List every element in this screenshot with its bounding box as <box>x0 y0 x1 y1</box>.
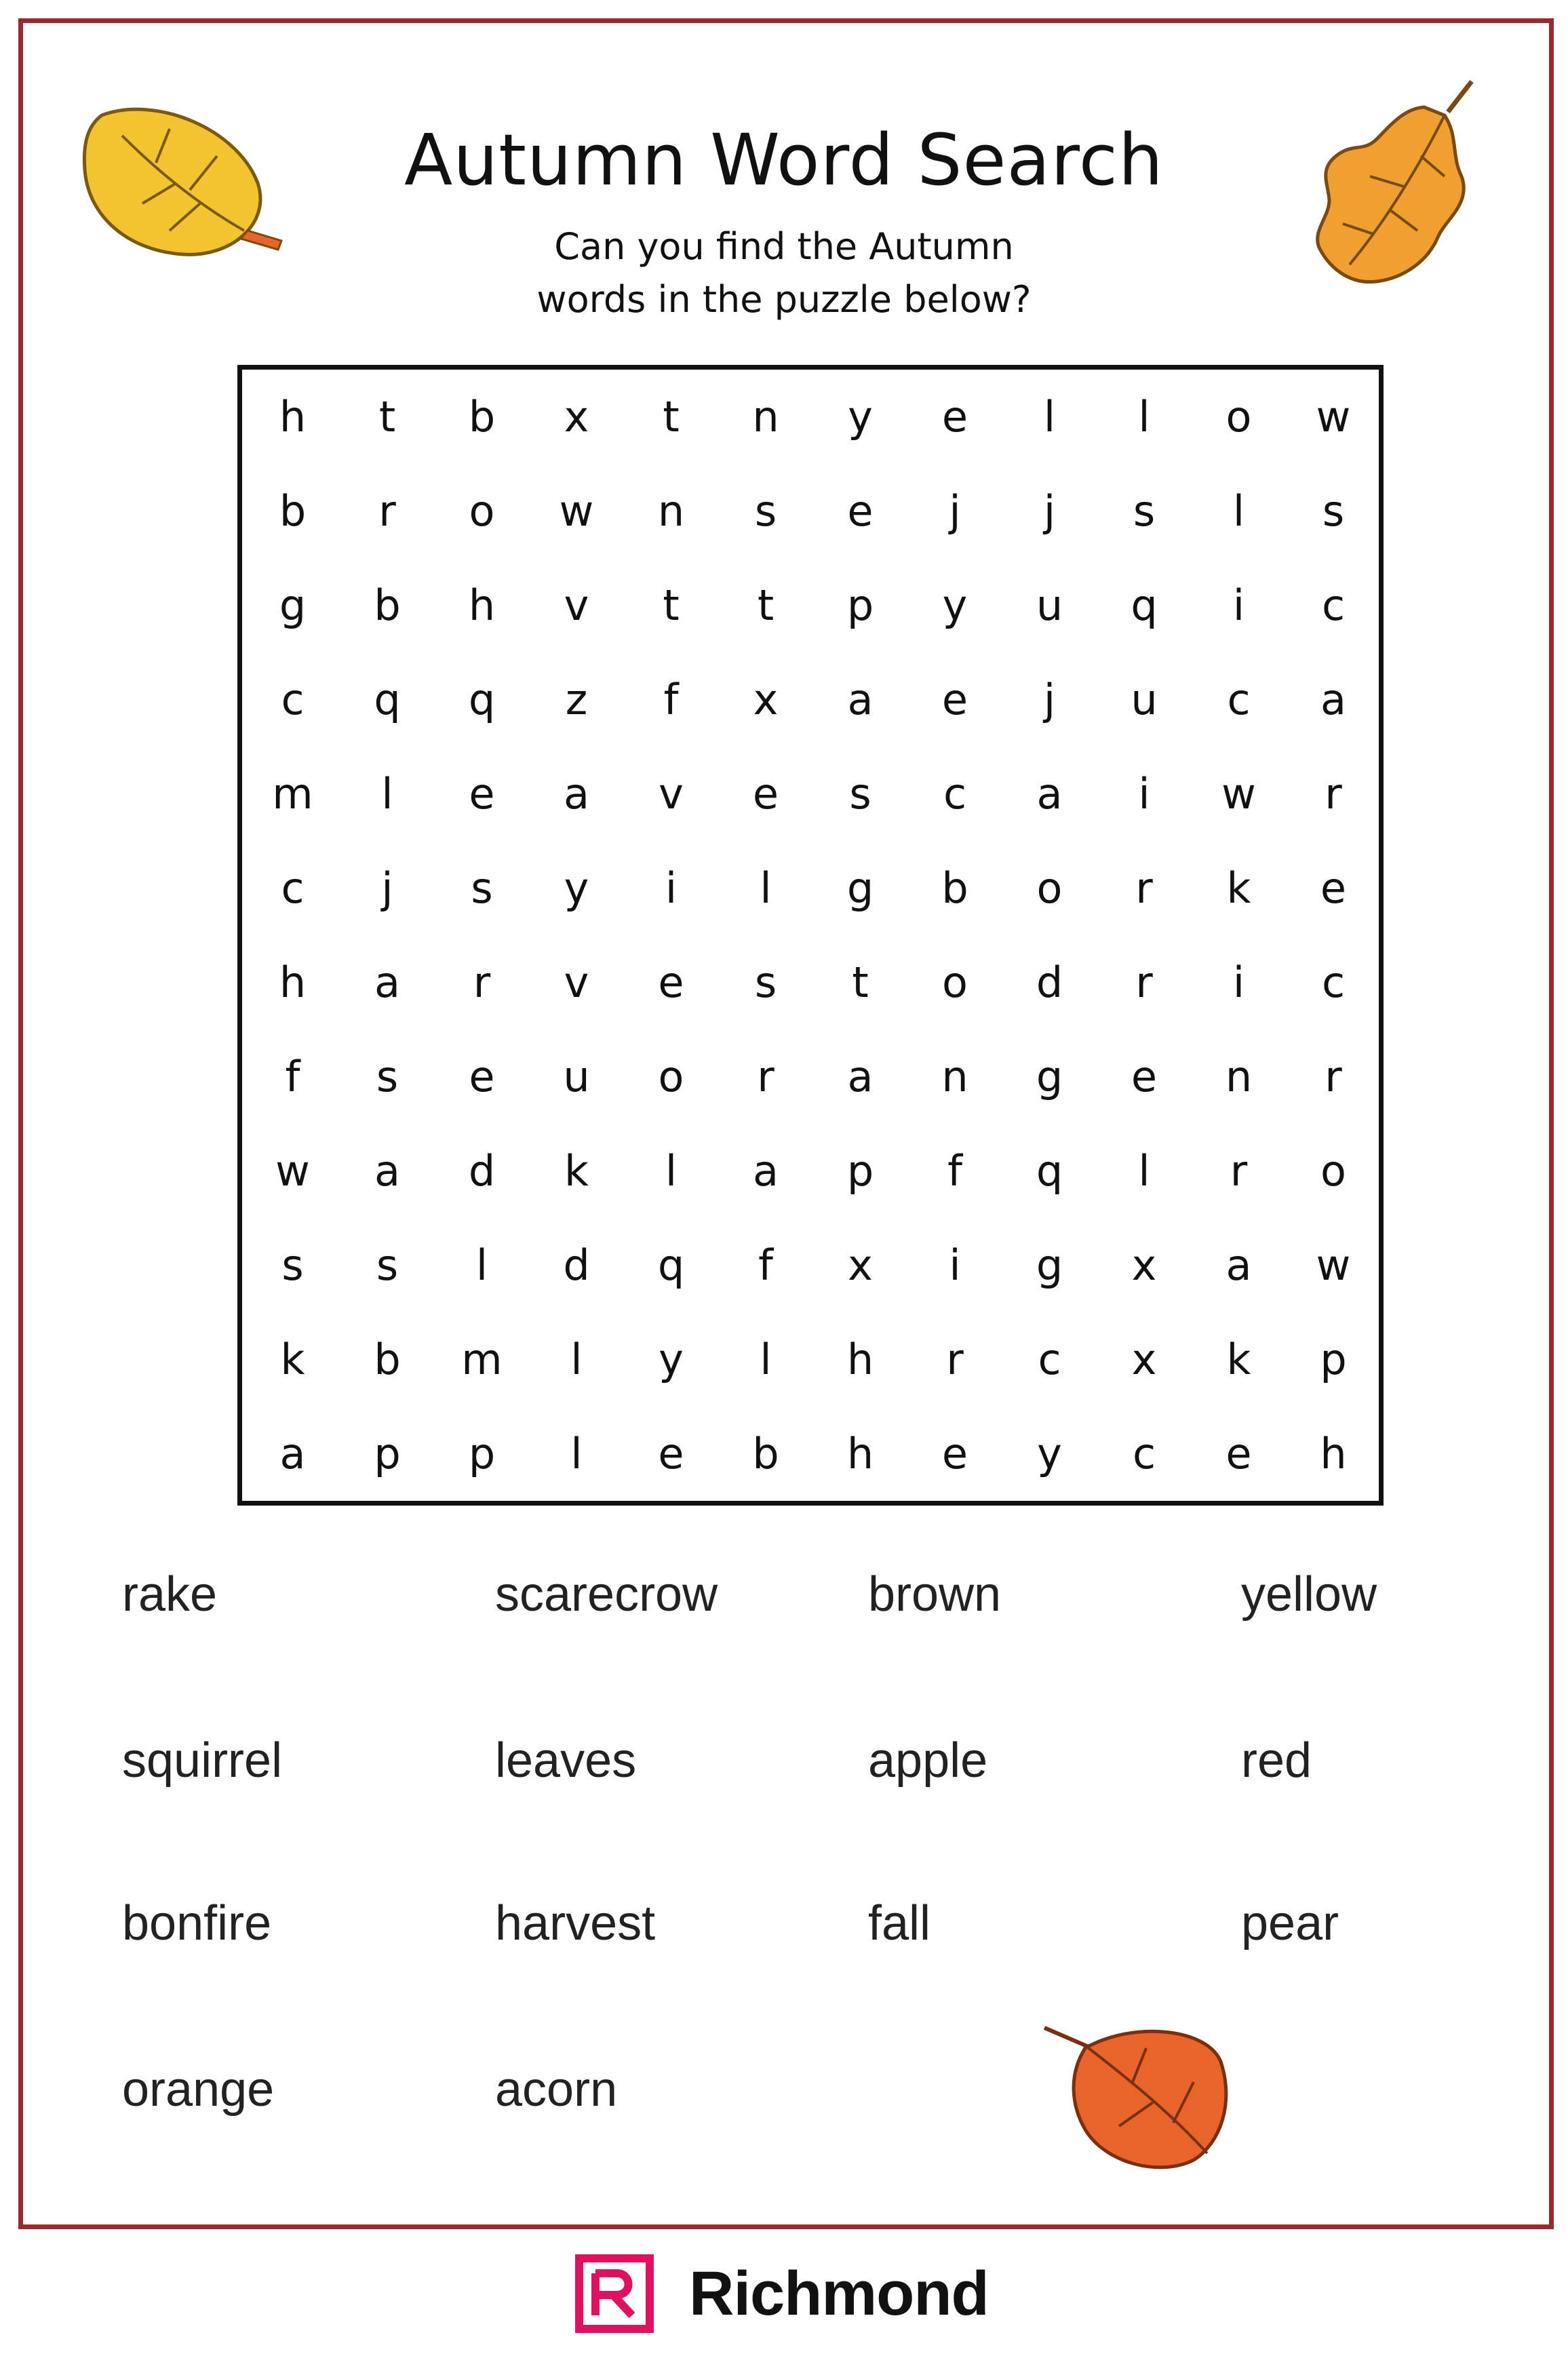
brand-footer <box>575 2253 989 2334</box>
grid-letter: p <box>1320 1335 1347 1384</box>
grid-letter: i <box>949 1240 961 1290</box>
grid-letter: g <box>1036 1240 1063 1290</box>
grid-letter: j <box>949 486 961 536</box>
grid-letter: y <box>1037 1429 1062 1478</box>
grid-letter: y <box>942 581 968 630</box>
grid-letter: o <box>658 1052 684 1101</box>
word-search-grid <box>237 365 1384 1506</box>
grid-letter: b <box>941 863 968 913</box>
grid-letter: f <box>947 1146 962 1196</box>
grid-letter: o <box>942 958 968 1007</box>
grid-letter: j <box>1043 675 1056 724</box>
grid-letter: e <box>941 392 968 442</box>
word-list-item: acorn <box>495 2062 618 2117</box>
grid-letter: f <box>285 1052 300 1101</box>
grid-row <box>242 558 1379 652</box>
grid-letter: c <box>1227 675 1251 724</box>
grid-letter: j <box>381 863 393 913</box>
page-title: Autumn Word Search <box>404 118 1164 201</box>
grid-letter: b <box>468 392 496 442</box>
grid-letter: g <box>1036 1052 1063 1101</box>
grid-letter: a <box>279 1429 306 1478</box>
grid-letter: w <box>559 486 594 536</box>
grid-row <box>242 464 1379 558</box>
grid-letter: s <box>1322 486 1345 536</box>
grid-letter: i <box>665 863 678 913</box>
grid-letter: o <box>1036 863 1063 913</box>
grid-letter: s <box>471 863 493 913</box>
grid-row <box>242 652 1379 747</box>
grid-row <box>242 1407 1379 1501</box>
grid-letter: y <box>659 1335 684 1384</box>
grid-letter: r <box>1230 1146 1248 1196</box>
grid-letter: v <box>564 958 589 1007</box>
grid-letter: r <box>1135 958 1153 1007</box>
grid-letter: j <box>1043 486 1056 536</box>
grid-letter: s <box>849 769 871 819</box>
word-list-item: brown <box>868 1567 1002 1622</box>
grid-letter: e <box>469 769 495 819</box>
grid-letter: x <box>564 392 589 442</box>
grid-letter: i <box>1232 581 1245 630</box>
grid-letter: o <box>1320 1146 1346 1196</box>
grid-letter: n <box>1225 1052 1253 1101</box>
grid-letter: h <box>1320 1429 1347 1478</box>
word-list-item: harvest <box>495 1896 656 1950</box>
grid-letter: l <box>1232 486 1245 536</box>
grid-row <box>242 1029 1379 1124</box>
word-list-item: apple <box>868 1733 988 1788</box>
grid-letter: m <box>461 1335 503 1384</box>
grid-letter: r <box>378 486 396 536</box>
grid-letter: p <box>846 581 874 630</box>
grid-letter: r <box>473 958 491 1007</box>
grid-letter: q <box>374 675 401 724</box>
grid-letter: r <box>1135 863 1153 913</box>
grid-letter: f <box>758 1240 773 1290</box>
grid-letter: d <box>1036 958 1063 1007</box>
grid-letter: q <box>1131 581 1158 630</box>
instructions-line-2: words in the puzzle below? <box>536 278 1032 321</box>
grid-letter: r <box>946 1335 964 1384</box>
grid-letter: o <box>469 486 495 536</box>
grid-letter: l <box>1138 1146 1150 1196</box>
grid-letter: v <box>564 581 589 630</box>
grid-letter: l <box>665 1146 678 1196</box>
grid-letter: k <box>564 1146 589 1196</box>
grid-letter: h <box>279 392 307 442</box>
word-list-item: rake <box>122 1567 218 1622</box>
grid-letter: x <box>753 675 779 724</box>
grid-letter: p <box>468 1429 496 1478</box>
grid-letter: r <box>757 1052 775 1101</box>
grid-letter: w <box>1316 1240 1351 1290</box>
grid-letter: p <box>846 1146 874 1196</box>
grid-letter: w <box>275 1146 310 1196</box>
grid-letter: c <box>1321 581 1346 630</box>
grid-letter: c <box>281 863 305 913</box>
grid-letter: q <box>657 1240 685 1290</box>
grid-letter: t <box>757 581 775 630</box>
grid-letter: l <box>381 769 393 819</box>
grid-letter: u <box>1131 675 1158 724</box>
grid-letter: v <box>659 769 684 819</box>
grid-letter: b <box>374 1335 401 1384</box>
grid-letter: a <box>847 1052 874 1101</box>
grid-letter: s <box>281 1240 304 1290</box>
grid-letter: g <box>846 863 874 913</box>
grid-letter: t <box>852 958 869 1007</box>
grid-letter: x <box>1131 1240 1157 1290</box>
grid-letter: e <box>469 1052 495 1101</box>
grid-letter: y <box>564 863 589 913</box>
grid-letter: a <box>1320 675 1346 724</box>
grid-letter: w <box>1221 769 1256 819</box>
grid-letter: r <box>1325 1052 1342 1101</box>
grid-letter: q <box>468 675 496 724</box>
grid-letter: c <box>943 769 967 819</box>
grid-letter: s <box>376 1240 399 1290</box>
grid-letter: s <box>754 486 777 536</box>
grid-letter: w <box>1316 392 1351 442</box>
grid-letter: k <box>280 1335 305 1384</box>
grid-letter: q <box>1036 1146 1063 1196</box>
grid-letter: e <box>1320 863 1347 913</box>
grid-letter: z <box>565 675 588 724</box>
grid-letter: f <box>663 675 679 724</box>
word-list-item: leaves <box>495 1733 637 1788</box>
grid-letter: c <box>1132 1429 1156 1478</box>
grid-letter: i <box>1138 769 1150 819</box>
grid-row <box>242 1312 1379 1407</box>
grid-letter: a <box>847 675 874 724</box>
word-list-item: squirrel <box>122 1733 283 1788</box>
grid-letter: o <box>1226 392 1252 442</box>
word-list-item: bonfire <box>122 1896 272 1950</box>
grid-letter: b <box>279 486 307 536</box>
grid-letter: n <box>941 1052 968 1101</box>
grid-letter: e <box>658 958 684 1007</box>
grid-letter: a <box>1226 1240 1252 1290</box>
grid-letter: l <box>570 1335 583 1384</box>
grid-row <box>242 935 1379 1029</box>
grid-letter: b <box>752 1429 779 1478</box>
grid-letter: c <box>1321 958 1346 1007</box>
grid-letter: e <box>1226 1429 1252 1478</box>
word-list-item: red <box>1241 1733 1312 1788</box>
grid-letter: l <box>475 1240 488 1290</box>
word-list-item: orange <box>122 2062 275 2117</box>
instructions-line-1: Can you find the Autumn <box>554 225 1014 268</box>
grid-letter: p <box>374 1429 401 1478</box>
grid-letter: a <box>564 769 589 819</box>
grid-letter: d <box>468 1146 496 1196</box>
grid-letter: k <box>1226 1335 1251 1384</box>
grid-letter: t <box>663 581 680 630</box>
grid-letter: a <box>1036 769 1063 819</box>
grid-letter: c <box>1038 1335 1061 1384</box>
grid-letter: s <box>1133 486 1156 536</box>
grid-letter: a <box>374 1146 400 1196</box>
grid-letter: k <box>1226 863 1251 913</box>
grid-letter: r <box>1325 769 1342 819</box>
grid-row <box>242 747 1379 841</box>
grid-letter: m <box>272 769 313 819</box>
grid-letter: l <box>570 1429 583 1478</box>
word-list-item: scarecrow <box>495 1567 718 1622</box>
grid-letter: u <box>563 1052 590 1101</box>
richmond-logo-icon <box>575 2254 654 2333</box>
grid-letter: l <box>760 1335 772 1384</box>
grid-row <box>242 1218 1379 1312</box>
grid-letter: s <box>376 1052 399 1101</box>
grid-letter: y <box>848 392 873 442</box>
grid-letter: s <box>754 958 777 1007</box>
grid-letter: n <box>657 486 685 536</box>
grid-letter: h <box>846 1429 874 1478</box>
grid-letter: g <box>279 581 307 630</box>
grid-letter: b <box>374 581 401 630</box>
grid-letter: c <box>281 675 305 724</box>
word-list-item: fall <box>868 1896 931 1950</box>
grid-letter: x <box>1131 1335 1157 1384</box>
grid-letter: e <box>941 1429 968 1478</box>
grid-letter: a <box>753 1146 779 1196</box>
grid-letter: i <box>1232 958 1245 1007</box>
grid-letter: u <box>1036 581 1063 630</box>
grid-letter: l <box>1043 392 1056 442</box>
grid-letter: l <box>1138 392 1150 442</box>
instructions <box>0 220 1568 326</box>
grid-letter: h <box>279 958 307 1007</box>
grid-letter: x <box>848 1240 873 1290</box>
grid-letter: h <box>468 581 496 630</box>
grid-letter: h <box>846 1335 874 1384</box>
grid-letter: a <box>374 958 400 1007</box>
grid-letter: e <box>1131 1052 1158 1101</box>
grid-letter: d <box>563 1240 590 1290</box>
grid-letter: t <box>378 392 396 442</box>
brand-name: Richmond <box>689 2258 989 2328</box>
grid-letter: e <box>752 769 779 819</box>
grid-row <box>242 370 1379 464</box>
grid-letter: e <box>658 1429 684 1478</box>
grid-letter: e <box>847 486 874 536</box>
grid-letter: l <box>760 863 772 913</box>
word-list-item: yellow <box>1241 1567 1377 1622</box>
red-orange-leaf-icon <box>1038 2007 1234 2170</box>
grid-row <box>242 841 1379 935</box>
grid-row <box>242 1124 1379 1218</box>
grid-letter: n <box>752 392 779 442</box>
grid-letter: e <box>941 675 968 724</box>
grid-letter: t <box>663 392 680 442</box>
word-list-item: pear <box>1241 1896 1339 1950</box>
